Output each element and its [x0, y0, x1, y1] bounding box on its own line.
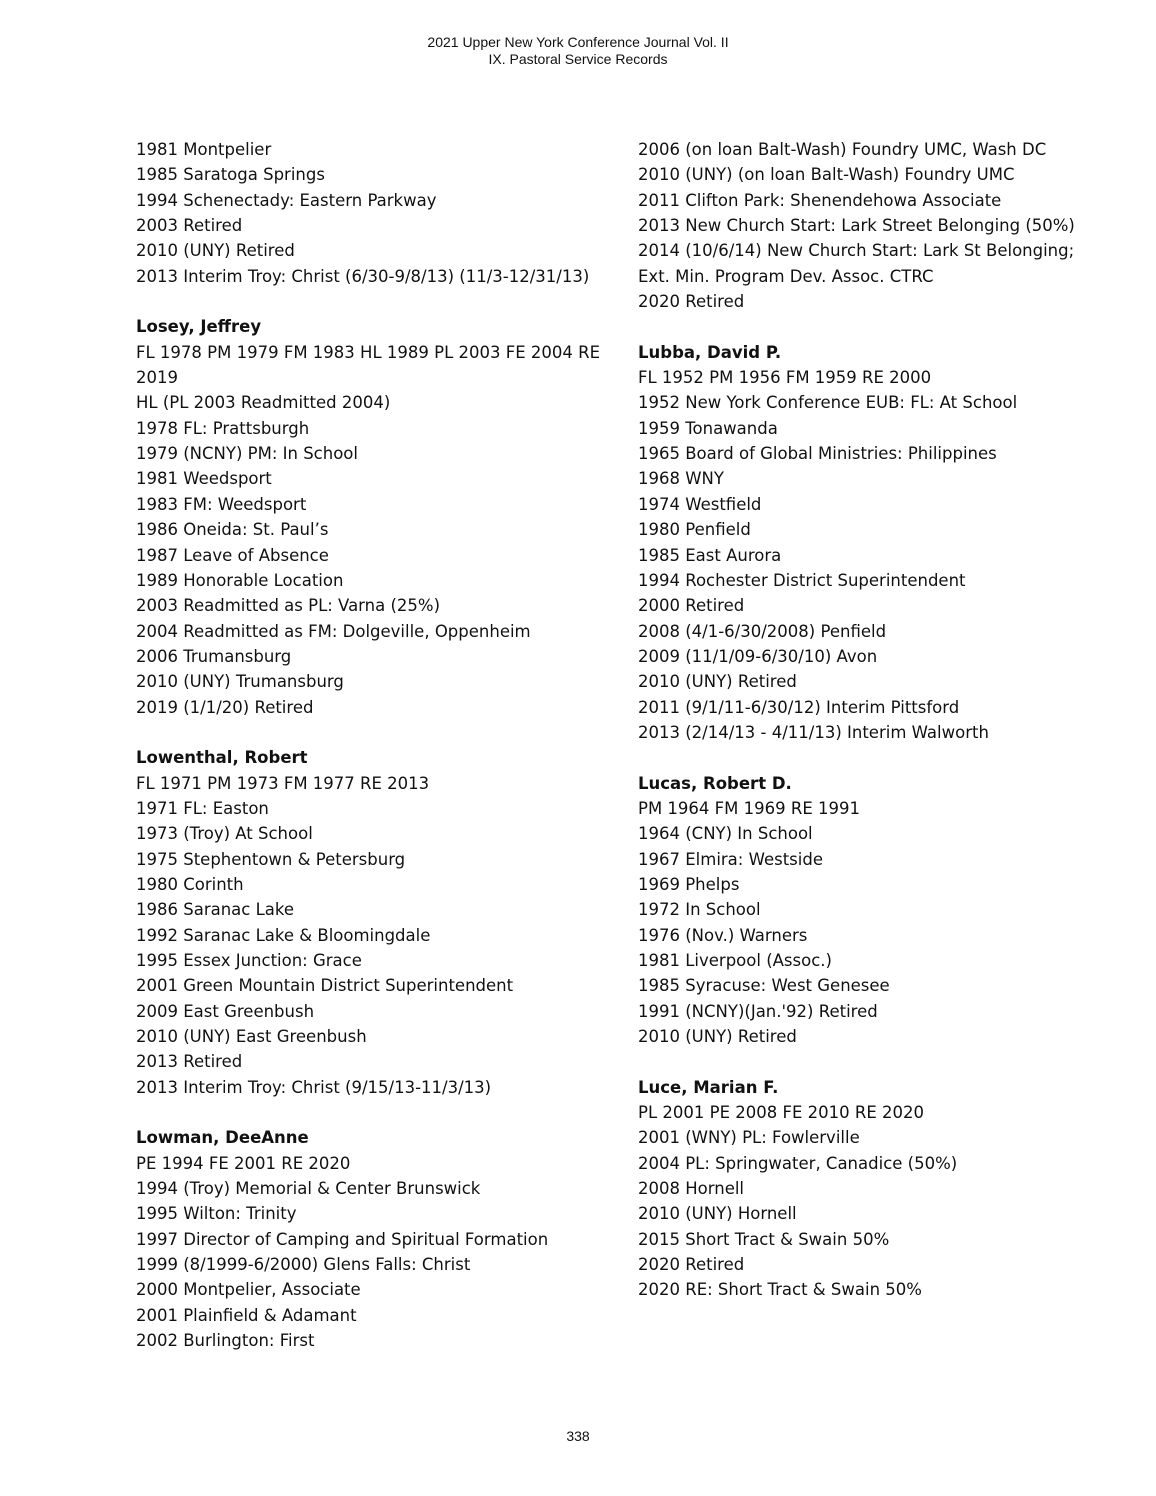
pastor-name: Losey, Jeffrey	[136, 317, 262, 337]
right-column	[638, 137, 1108, 1303]
service-record-line: 2011 Clifton Park: Shenendehowa Associate	[638, 190, 1002, 210]
service-record-line: FL 1978 PM 1979 FM 1983 HL 1989 PL 2003 FE 2004 RE 2019	[136, 342, 601, 388]
section-title: IX. Pastoral Service Records	[488, 51, 668, 67]
service-record-line: 1985 Saratoga Springs	[136, 165, 325, 185]
service-record-line: 1981 Weedsport	[136, 469, 272, 489]
service-record-line: 1999 (8/1999-6/2000) Glens Falls: Christ	[136, 1255, 471, 1275]
service-record-line: 1994 (Troy) Memorial & Center Brunswick	[136, 1179, 481, 1199]
service-record-line: 1986 Oneida: St. Paul’s	[136, 520, 329, 540]
service-record-line: 2020 Retired	[638, 1255, 745, 1275]
entry-spacer	[136, 720, 621, 745]
service-record-line: 1971 FL: Easton	[136, 798, 269, 818]
entry-spacer	[638, 1049, 1108, 1074]
service-record-line: 1987 Leave of Absence	[136, 545, 329, 565]
service-record-line: 1986 Saranac Lake	[136, 900, 295, 920]
service-record-line: 1969 Phelps	[638, 874, 740, 894]
pastor-name: Luce, Marian F.	[638, 1077, 779, 1097]
service-record-line: 2010 (UNY) Retired	[638, 672, 797, 692]
service-record-line: 2020 RE: Short Tract & Swain 50%	[638, 1280, 922, 1300]
service-record-line: 2009 East Greenbush	[136, 1001, 315, 1021]
service-record-line: 2010 (UNY) Retired	[638, 1027, 797, 1047]
service-record-line: 1991 (NCNY)(Jan.'92) Retired	[638, 1001, 878, 1021]
service-record-line: 2002 Burlington: First	[136, 1331, 315, 1351]
service-record-line: 2010 (UNY) East Greenbush	[136, 1027, 367, 1047]
page-header	[0, 34, 1156, 68]
entry-spacer	[638, 314, 1108, 339]
service-record-line: 1989 Honorable Location	[136, 570, 344, 590]
service-record-line: 1995 Wilton: Trinity	[136, 1204, 297, 1224]
service-record-line: 1959 Tonawanda	[638, 418, 778, 438]
service-record-line: 2000 Montpelier, Associate	[136, 1280, 361, 1300]
service-record-line: 2013 New Church Start: Lark Street Belonging (50%)	[638, 216, 1075, 236]
service-record-line: 1979 (NCNY) PM: In School	[136, 444, 358, 464]
service-record-line: 1980 Corinth	[136, 874, 244, 894]
entry-spacer	[136, 1100, 621, 1125]
service-record-line: 1974 Westfield	[638, 494, 762, 514]
service-record-line: PM 1964 FM 1969 RE 1991	[638, 798, 861, 818]
service-record-line: 2019 (1/1/20) Retired	[136, 697, 314, 717]
service-record-line: 2013 Retired	[136, 1052, 243, 1072]
service-record-line: 2010 (UNY) Retired	[136, 241, 295, 261]
service-record-line: FL 1952 PM 1956 FM 1959 RE 2000	[638, 368, 932, 388]
service-record-line: PL 2001 PE 2008 FE 2010 RE 2020	[638, 1103, 925, 1123]
service-record-line: PE 1994 FE 2001 RE 2020	[136, 1153, 351, 1173]
service-record-line: 1994 Schenectady: Eastern Parkway	[136, 190, 437, 210]
service-record-line: 1994 Rochester District Superintendent	[638, 570, 966, 590]
service-record-line: 2004 PL: Springwater, Canadice (50%)	[638, 1153, 958, 1173]
pastor-name: Lowman, DeeAnne	[136, 1128, 309, 1148]
service-record-line: 2014 (10/6/14) New Church Start: Lark St Belonging; Ext. Min. Program Dev. Assoc. CTRC	[638, 241, 1075, 286]
service-record-line: 1981 Liverpool (Assoc.)	[638, 951, 832, 970]
journal-title: 2021 Upper New York Conference Journal Vol. II	[427, 34, 729, 50]
service-record-line: 1965 Board of Global Ministries: Philippines	[638, 444, 997, 464]
service-record-line: 2003 Readmitted as PL: Varna (25%)	[136, 596, 441, 616]
pastor-name: Lucas, Robert D.	[638, 773, 792, 793]
service-record-line: 2020 Retired	[638, 292, 745, 312]
service-record-line: 2009 (11/1/09-6/30/10) Avon	[638, 646, 878, 666]
service-record-line: 2013 Interim Troy: Christ (9/15/13-11/3/13)	[136, 1077, 492, 1097]
pastor-name: Lowenthal, Robert	[136, 748, 308, 768]
service-record-line: 1992 Saranac Lake & Bloomingdale	[136, 925, 431, 945]
service-record-line: 1975 Stephentown & Petersburg	[136, 849, 406, 869]
service-record-line: 1968 WNY	[638, 469, 724, 489]
service-record-line: HL (PL 2003 Readmitted 2004)	[136, 393, 391, 413]
pastor-name: Lubba, David P.	[638, 342, 782, 362]
service-record-line: 2001 (WNY) PL: Fowlerville	[638, 1128, 860, 1148]
service-record-line: 2003 Retired	[136, 216, 243, 236]
service-record-line: 1973 (Troy) At School	[136, 824, 313, 844]
service-record-line: FL 1971 PM 1973 FM 1977 RE 2013	[136, 773, 430, 793]
service-record-line: 1983 FM: Weedsport	[136, 494, 307, 514]
service-record-line: 1980 Penfield	[638, 520, 751, 540]
service-record-line: 2008 (4/1-6/30/2008) Penfield	[638, 621, 887, 641]
service-record-line: 2006 (on loan Balt-Wash) Foundry UMC, Wash DC	[638, 140, 1047, 159]
service-record-line: 2013 Interim Troy: Christ (6/30-9/8/13) (11/3-12/31/13)	[136, 266, 590, 286]
service-record-line: 2013 (2/14/13 - 4/11/13) Interim Walworth	[638, 722, 989, 742]
service-record-line: 2001 Plainfield & Adamant	[136, 1305, 357, 1325]
service-record-line: 1952 New York Conference EUB: FL: At School	[638, 393, 1018, 413]
service-record-line: 2001 Green Mountain District Superintendent	[136, 976, 514, 996]
service-record-line: 2011 (9/1/11-6/30/12) Interim Pittsford	[638, 697, 960, 717]
service-record-line: 2010 (UNY) Trumansburg	[136, 672, 344, 692]
service-record-line: 2010 (UNY) Hornell	[638, 1204, 797, 1224]
entry-spacer	[136, 289, 621, 314]
service-record-line: 1997 Director of Camping and Spiritual Formation	[136, 1229, 549, 1249]
service-record-line: 1978 FL: Prattsburgh	[136, 418, 310, 438]
service-record-line: 2000 Retired	[638, 596, 745, 616]
service-record-line: 2006 Trumansburg	[136, 646, 292, 666]
service-record-line: 1985 Syracuse: West Genesee	[638, 976, 890, 996]
service-record-line: 1964 (CNY) In School	[638, 824, 813, 844]
service-record-line: 2010 (UNY) (on loan Balt-Wash) Foundry UMC	[638, 165, 1015, 185]
service-record-line: 1976 (Nov.) Warners	[638, 925, 808, 945]
service-record-line: 1995 Essex Junction: Grace	[136, 951, 362, 970]
service-record-line: 2015 Short Tract & Swain 50%	[638, 1229, 890, 1249]
service-record-line: 2008 Hornell	[638, 1179, 745, 1199]
left-column	[136, 137, 621, 1354]
service-record-line: 1967 Elmira: Westside	[638, 849, 823, 869]
service-record-line: 1981 Montpelier	[136, 140, 272, 159]
entry-spacer	[638, 745, 1108, 770]
service-record-line: 1985 East Aurora	[638, 545, 782, 565]
page-number: 338	[566, 1428, 590, 1444]
service-record-line: 1972 In School	[638, 900, 761, 920]
service-record-line: 2004 Readmitted as FM: Dolgeville, Oppenheim	[136, 621, 531, 641]
